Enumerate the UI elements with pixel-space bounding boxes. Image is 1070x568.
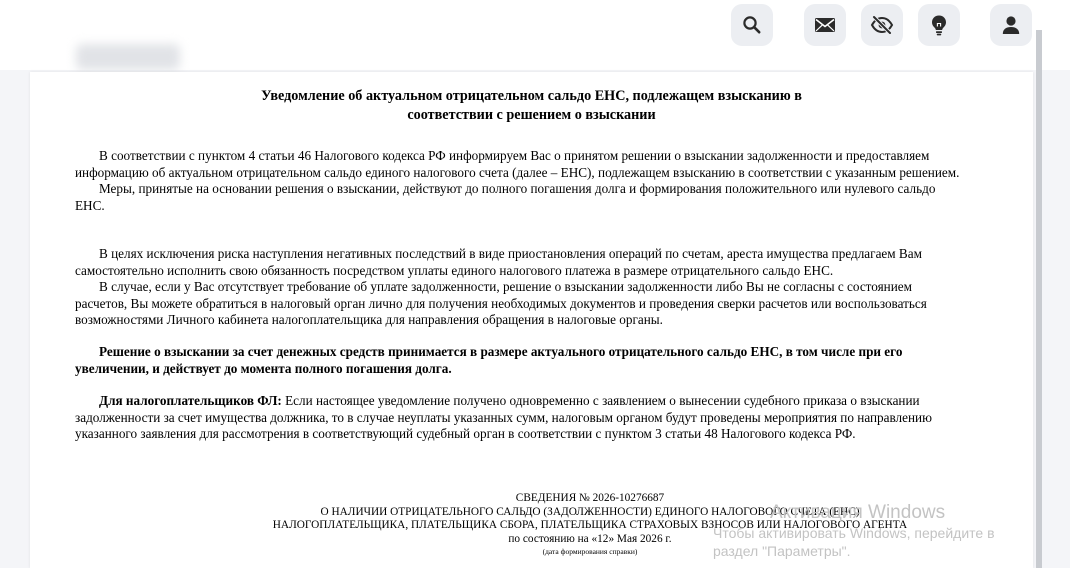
paragraph-line: ЕНС. bbox=[75, 197, 105, 213]
paragraph-line: задолженности за счет имущества должника, то в случае неуплаты указанных сумм, налоговым органом будут проведены мероприятия по направлению bbox=[75, 409, 932, 425]
paragraph-line-rest: Если настоящее уведомление получено одновременно с заявлением о вынесении судебного приказа о взыскании bbox=[281, 393, 920, 408]
paragraph-decision-bold bbox=[75, 344, 995, 377]
user-icon bbox=[1001, 15, 1021, 35]
blurred-page-title bbox=[76, 44, 180, 70]
paragraph-line: Решение о взыскании за счет денежных средств принимается в размере актуального отрицательного сальдо ЕНС, в том числе при его bbox=[99, 344, 903, 359]
paragraph-line: В соответствии с пунктом 4 статьи 46 Налогового кодекса РФ информируем Вас о принятом решении о взыскании задолженности и предоставляем bbox=[99, 148, 930, 163]
visibility-toggle-button[interactable] bbox=[861, 4, 903, 46]
paragraph-line bbox=[75, 393, 995, 410]
paragraph-line: расчетов, Вы можете обратиться в налоговый орган лично для получения необходимых документов и проведения сверки расчетов или воспользоваться bbox=[75, 295, 927, 311]
tips-button[interactable] bbox=[918, 4, 960, 46]
windows-activation-watermark bbox=[713, 502, 1043, 560]
title-line: Уведомление об актуальном отрицательном сальдо ЕНС, подлежащем взысканию в bbox=[261, 88, 802, 104]
top-toolbar bbox=[0, 0, 1070, 70]
paragraph-line: В случае, если у Вас отсутствует требование об уплате задолженности, решение о взыскании задолженности либо Вы не согласны с состоянием bbox=[99, 279, 912, 295]
watermark-line: Чтобы активировать Windows, перейдите в bbox=[713, 525, 995, 541]
envelope-icon bbox=[814, 17, 836, 33]
watermark-line: раздел "Параметры". bbox=[713, 543, 851, 559]
search-icon bbox=[742, 15, 762, 35]
svedenia-line: НАЛОГОПЛАТЕЛЬЩИКА, ПЛАТЕЛЬЩИКА СБОРА, ПЛАТЕЛЬЩИКА СТРАХОВЫХ ВЗНОСОВ ИЛИ НАЛОГОВОГО АГЕНТА bbox=[272, 519, 908, 532]
svedenia-line: по состоянию на «12» Мая 2026 г. bbox=[508, 532, 672, 545]
paragraph-line: увеличении, и действует до момента полного погашения долга. bbox=[75, 360, 452, 376]
paragraph-line: Меры, принятые на основании решения о взыскании, действуют до полного погашения долга и формирования положительного или нулевого сальдо bbox=[99, 181, 936, 197]
notification-document bbox=[30, 72, 1033, 568]
eye-slash-icon bbox=[870, 15, 894, 35]
svedenia-line: СВЕДЕНИЯ № 2026-10276687 bbox=[515, 492, 665, 504]
profile-button[interactable] bbox=[990, 4, 1032, 46]
paragraph-line: возможностями Личного кабинета налогоплательщика для направления обращения в налоговые органы. bbox=[75, 312, 663, 328]
svedenia-line: О НАЛИЧИИ ОТРИЦАТЕЛЬНОГО САЛЬДО (ЗАДОЛЖЕННОСТИ) ЕДИНОГО НАЛОГОВОГО СЧЕТА (ЕНС) bbox=[320, 505, 860, 518]
paragraph-line: самостоятельно исполнить свою обязанность посредством уплаты единого налогового платежа в размере отрицательного сальдо ЕНС. bbox=[75, 262, 834, 278]
messages-button[interactable] bbox=[804, 4, 846, 46]
page-scrollbar[interactable] bbox=[1036, 30, 1042, 568]
paragraph-collection-info bbox=[75, 148, 995, 214]
svedenia-date-note: (дата формирования справки) bbox=[542, 547, 638, 557]
search-button[interactable] bbox=[731, 4, 773, 46]
paragraph-risk-warning bbox=[75, 246, 995, 329]
lightbulb-icon bbox=[930, 14, 948, 36]
title-line: соответствии с решением о взыскании bbox=[407, 107, 656, 123]
document-title bbox=[30, 87, 1033, 125]
individuals-label: Для налогоплательщиков ФЛ: bbox=[99, 393, 282, 408]
paragraph-line: указанного заявления для рассмотрения в соответствующий судебный орган в соответствии с пунктом 3 статьи 48 Налогового кодекса РФ. bbox=[75, 426, 856, 442]
watermark-title: Активация Windows bbox=[770, 502, 946, 523]
paragraph-individuals bbox=[75, 393, 995, 443]
paragraph-line: информацию об актуальном отрицательном сальдо единого налогового счета (далее – ЕНС), подлежащем взысканию в соответствии с указанным решением. bbox=[75, 164, 960, 180]
paragraph-line: В целях исключения риска наступления негативных последствий в виде приостановления операций по счетам, ареста имущества предлагаем Вам bbox=[99, 246, 922, 261]
